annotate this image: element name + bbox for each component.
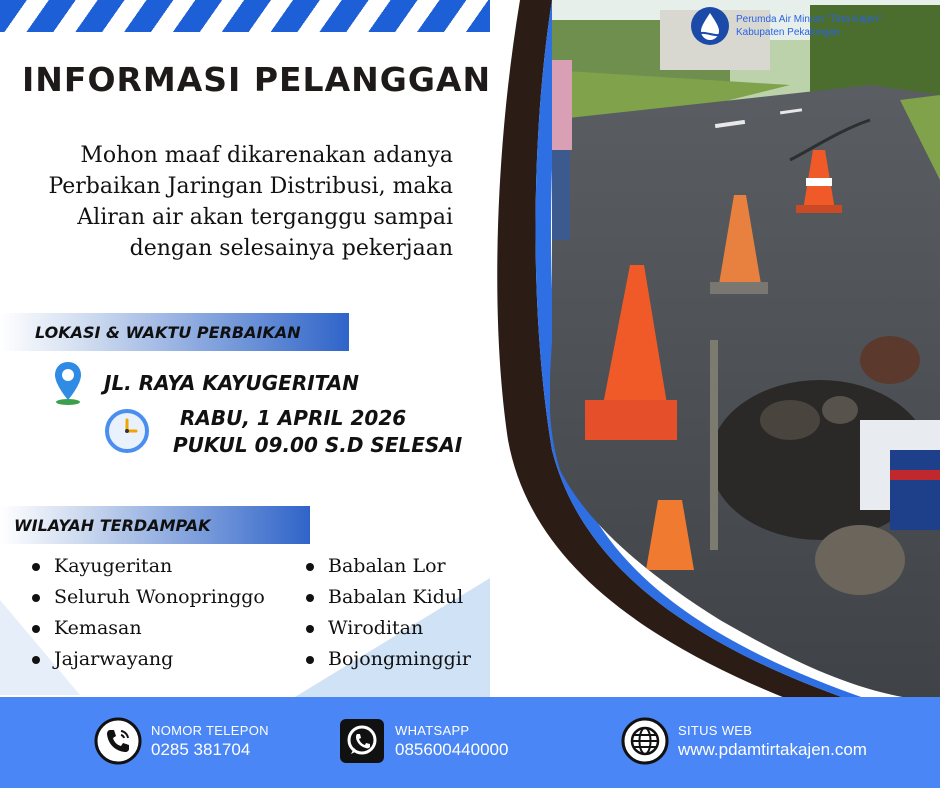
phone-number: 0285 381704 bbox=[151, 739, 251, 759]
list-item: Bojongminggir bbox=[304, 644, 471, 675]
repair-time: PUKUL 09.00 S.D SELESAI bbox=[173, 433, 463, 457]
contact-footer bbox=[0, 697, 940, 788]
list-item: Wiroditan bbox=[304, 613, 471, 644]
repair-date: RABU, 1 APRIL 2026 bbox=[180, 406, 407, 430]
location-section-label-text: LOKASI & WAKTU PERBAIKAN bbox=[35, 322, 301, 342]
affected-area-label bbox=[0, 506, 310, 544]
top-stripe-bar bbox=[0, 0, 490, 32]
water-drop-logo-icon bbox=[690, 6, 730, 46]
globe-icon bbox=[621, 717, 669, 765]
page-title: INFORMASI PELANGGAN bbox=[22, 60, 492, 99]
location-row bbox=[52, 360, 359, 406]
list-item: Jajarwayang bbox=[30, 644, 265, 675]
whatsapp-number: 085600440000 bbox=[395, 739, 509, 759]
affected-area-label-text: WILAYAH TERDAMPAK bbox=[14, 515, 211, 535]
company-logo bbox=[690, 6, 882, 46]
logo-line-2: Kabupaten Pekalongan bbox=[736, 27, 840, 38]
whatsapp-contact[interactable] bbox=[337, 716, 508, 766]
map-pin-icon bbox=[52, 360, 84, 406]
location-text: JL. RAYA KAYUGERITAN bbox=[104, 371, 359, 395]
notice-text: Mohon maaf dikarenakan adanya Perbaikan Jaringan Distribusi, maka Aliran air akan terganggu sampai dengan selesainya pekerjaan bbox=[48, 143, 453, 261]
affected-areas-right bbox=[304, 551, 471, 675]
list-item: Kemasan bbox=[30, 613, 265, 644]
affected-areas-left bbox=[30, 551, 265, 675]
phone-icon bbox=[94, 717, 142, 765]
list-item: Babalan Kidul bbox=[304, 582, 471, 613]
logo-line-1: Perumda Air Minum "Tirta Kajen" bbox=[736, 14, 882, 25]
whatsapp-icon bbox=[338, 717, 386, 765]
list-item: Seluruh Wonopringgo bbox=[30, 582, 265, 613]
phone-contact[interactable] bbox=[93, 716, 269, 766]
website-label: SITUS WEB bbox=[678, 722, 753, 738]
list-item: Babalan Lor bbox=[304, 551, 471, 582]
road-repair-photo bbox=[490, 0, 940, 700]
whatsapp-label: WHATSAPP bbox=[395, 722, 470, 738]
website-contact[interactable] bbox=[620, 716, 867, 766]
location-section-label bbox=[0, 313, 349, 351]
website-url[interactable]: www.pdamtirtakajen.com bbox=[678, 739, 867, 759]
clock-icon bbox=[105, 409, 149, 453]
list-item: Kayugeritan bbox=[30, 551, 265, 582]
phone-label: NOMOR TELEPON bbox=[151, 722, 269, 738]
